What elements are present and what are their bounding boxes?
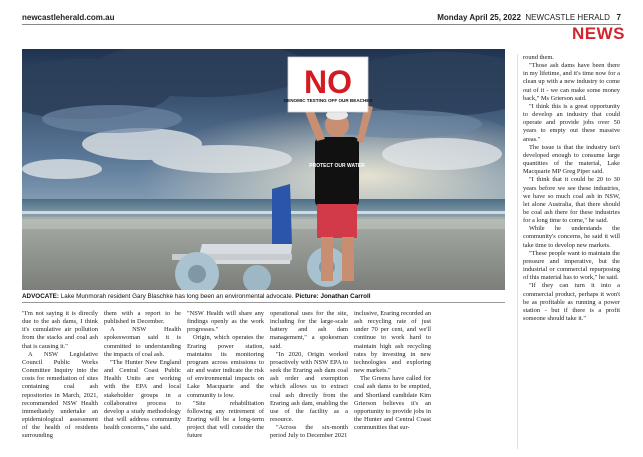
paragraph: "Site rehabilitation following any retirement of Eraring will be a long-term project that will consider the future [187,399,264,440]
paragraph: "In 2020, Origin worked proactively with NSW EPA to seek the Eraring ash dam coal ash order and exemption which allows us to extract coal ash directly from the Eraring ash dam, enabling the use of the facility as a resource. [270,350,348,424]
paragraph: Origin, which operates the Eraring power station, maintains its monitoring program across emissions to air and water indicate the risk of environmental impacts on Lake Macquarie and the community is low. [187,334,264,399]
paragraph: them with a report to be published in December. [104,310,181,326]
protest-sign [284,57,373,112]
caption-lead: ADVOCATE: [22,293,59,300]
caption-credit: Picture: Jonathan Carroll [295,293,371,300]
paragraph: "These people want to maintain the pressure and imperative, but the industrial or commercial repurposing of this material has to work," he said. [523,249,620,282]
paragraph: "Across the six-month period July to December 2021 [270,424,348,440]
paragraph: A NSW Health spokeswoman said it is committed to understanding the impacts of coal ash. [104,326,181,358]
column-divider [517,54,518,449]
paragraph: The Greens have called for coal ash dams to be emptied, and Shortland candidate Kim Grierson believes it's an opportunity to provide jobs in the Hunter and Central Coast communities that sur- [354,375,431,432]
section-title: NEWS [572,24,625,43]
masthead [0,0,643,46]
paragraph: The issue is that the industry isn't developed enough to consume large quantities of the material, Lake Macquarie MP Greg Piper said. [523,143,620,176]
paragraph: A NSW Legislative Council Public Works Committee Inquiry into the costs for remediation of sites containing coal ash repositories in March, 2021, recommended NSW Health immediately undertake an epidemiological assessment of the health of residents surrounding [22,350,98,440]
article-column-2 [104,310,181,432]
paragraph: "Those ash dams have been there in my lifetime, and it's time now for a clean up with a new industry to come out of it - we can make some money back," Ms Grierson said. [523,62,620,102]
paragraph: "NSW Health will share any findings openly as the work progresses." [187,310,264,334]
article-column-1 [22,310,98,441]
issue-date: Monday April 25, 2022 [437,13,521,22]
beach-protest-photo [22,49,505,290]
caption-text: Lake Munmorah resident Gary Blaschke has long been an environmental advocate. [58,293,296,300]
shirt-text: PROTECT OUR WATER [309,163,365,169]
sign-no: NO [304,64,352,100]
page-number: 7 [616,13,621,22]
caption-rule [22,302,505,303]
photo-caption [22,293,505,301]
paragraph: inclusive, Eraring recorded an ash recycling rate of just under 70 per cent, and we'll continue to work hard to maintain high ash recycling rates by investing in new technologies and exploring new markets." [354,310,432,375]
paragraph: "I think this is a great opportunity to develop an industry that could operate and provide jobs over 50 years to empty out these massive areas." [523,102,620,143]
paragraph: operational uses for the site, including for the large-scale battery and ash dam management," a spokesman said. [270,310,348,350]
paragraph: "The Hunter New England and Central Coast Public Health Units are working with the EPA and local stakeholder groups in a collaborative process to develop a study methodology that will address community health concerns," she said. [104,358,181,432]
masthead-rule [22,24,621,25]
paragraph: "I think that it could be 20 to 30 years before we see these industries, we have so much coal ash in NSW, let alone Australia, that there should be coal ash there for these industries for a long time to come," he said. [523,176,620,225]
article-column-side [523,54,620,323]
article-column-4 [270,310,348,441]
dateline [437,13,621,22]
sign-subtext: GENOMIC TESTING OFF OUR BEACHES [283,98,373,103]
site-url[interactable]: newcastleherald.com.au [22,13,115,22]
paragraph: "I'm not saying it is directly due to the ash dams, I think it's cumulative air pollution from the stacks and coal ash that is causing it." [22,310,98,350]
article-column-3 [187,310,264,441]
paragraph: round them. [523,54,554,61]
article-photo[interactable] [22,49,505,290]
paper-name: NEWCASTLE HERALD [525,13,610,22]
article-column-5 [354,310,431,432]
paragraph: While he understands the community's concerns, he said it will take time to develop new markets. [523,225,620,249]
paragraph: "If they can turn it into a commercial product, perhaps it won't be as profitable as running a power station - but if there is a profit someone should take it." [523,282,620,322]
